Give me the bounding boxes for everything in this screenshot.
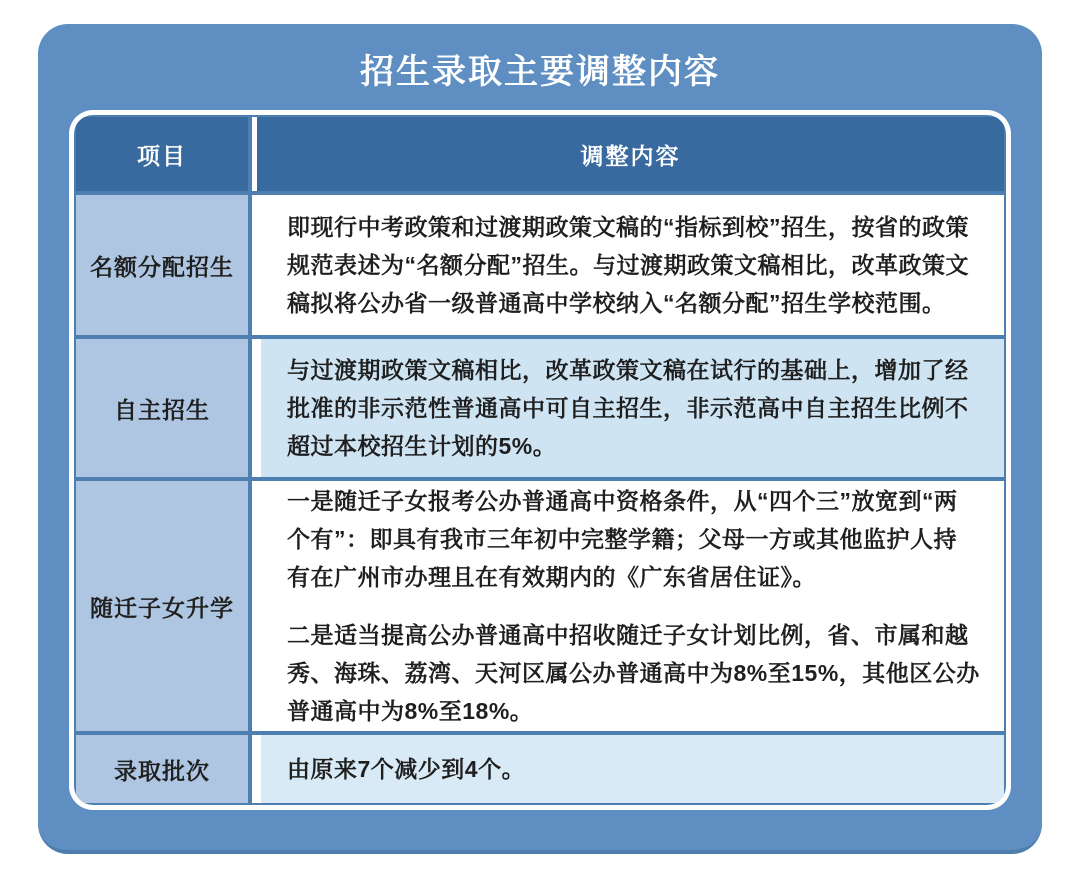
paragraph: 即现行中考政策和过渡期政策文稿的“指标到校”招生，按省的政策规范表述为“名额分配”招生。与过渡期政策文稿相比，改革政策文稿拟将公办省一级普通高中学校纳入“名额分配”招生学校范围。: [287, 214, 969, 316]
row-label-quota-allocation: 名额分配招生: [76, 195, 248, 335]
row-content-admission-batches: [252, 735, 1004, 803]
adjustments-table: [74, 115, 1006, 805]
row-label-admission-batches: 录取批次: [76, 735, 248, 803]
paragraph: 一是随迁子女报考公办普通高中资格条件，从“四个三”放宽到“两个有”：即具有我市三年初中完整学籍；父母一方或其他监护人持有在广州市办理且在有效期内的《广东省居住证》。: [287, 488, 958, 590]
paragraph: 与过渡期政策文稿相比，改革政策文稿在试行的基础上，增加了经批准的非示范性普通高中可自主招生，非示范高中自主招生比例不超过本校招生计划的5%。: [287, 357, 969, 459]
table-card: [69, 110, 1011, 810]
row-label-independent-enrollment: 自主招生: [76, 339, 248, 477]
row-content-migrant-children: [252, 481, 1004, 731]
page-title: 招生录取主要调整内容: [360, 53, 720, 91]
column-header-content: 调整内容: [252, 117, 1004, 191]
row-content-independent-enrollment: [252, 339, 1004, 477]
infographic-panel: [38, 24, 1042, 854]
column-header-item: 项目: [76, 117, 248, 191]
paragraph: 二是适当提高公办普通高中招收随迁子女计划比例，省、市属和越秀、海珠、荔湾、天河区属公办普通高中为8%至15%，其他区公办普通高中为8%至18%。: [287, 622, 980, 724]
row-content-quota-allocation: [252, 195, 1004, 335]
row-label-migrant-children: 随迁子女升学: [76, 481, 248, 731]
paragraph: 由原来7个减少到4个。: [287, 756, 526, 782]
